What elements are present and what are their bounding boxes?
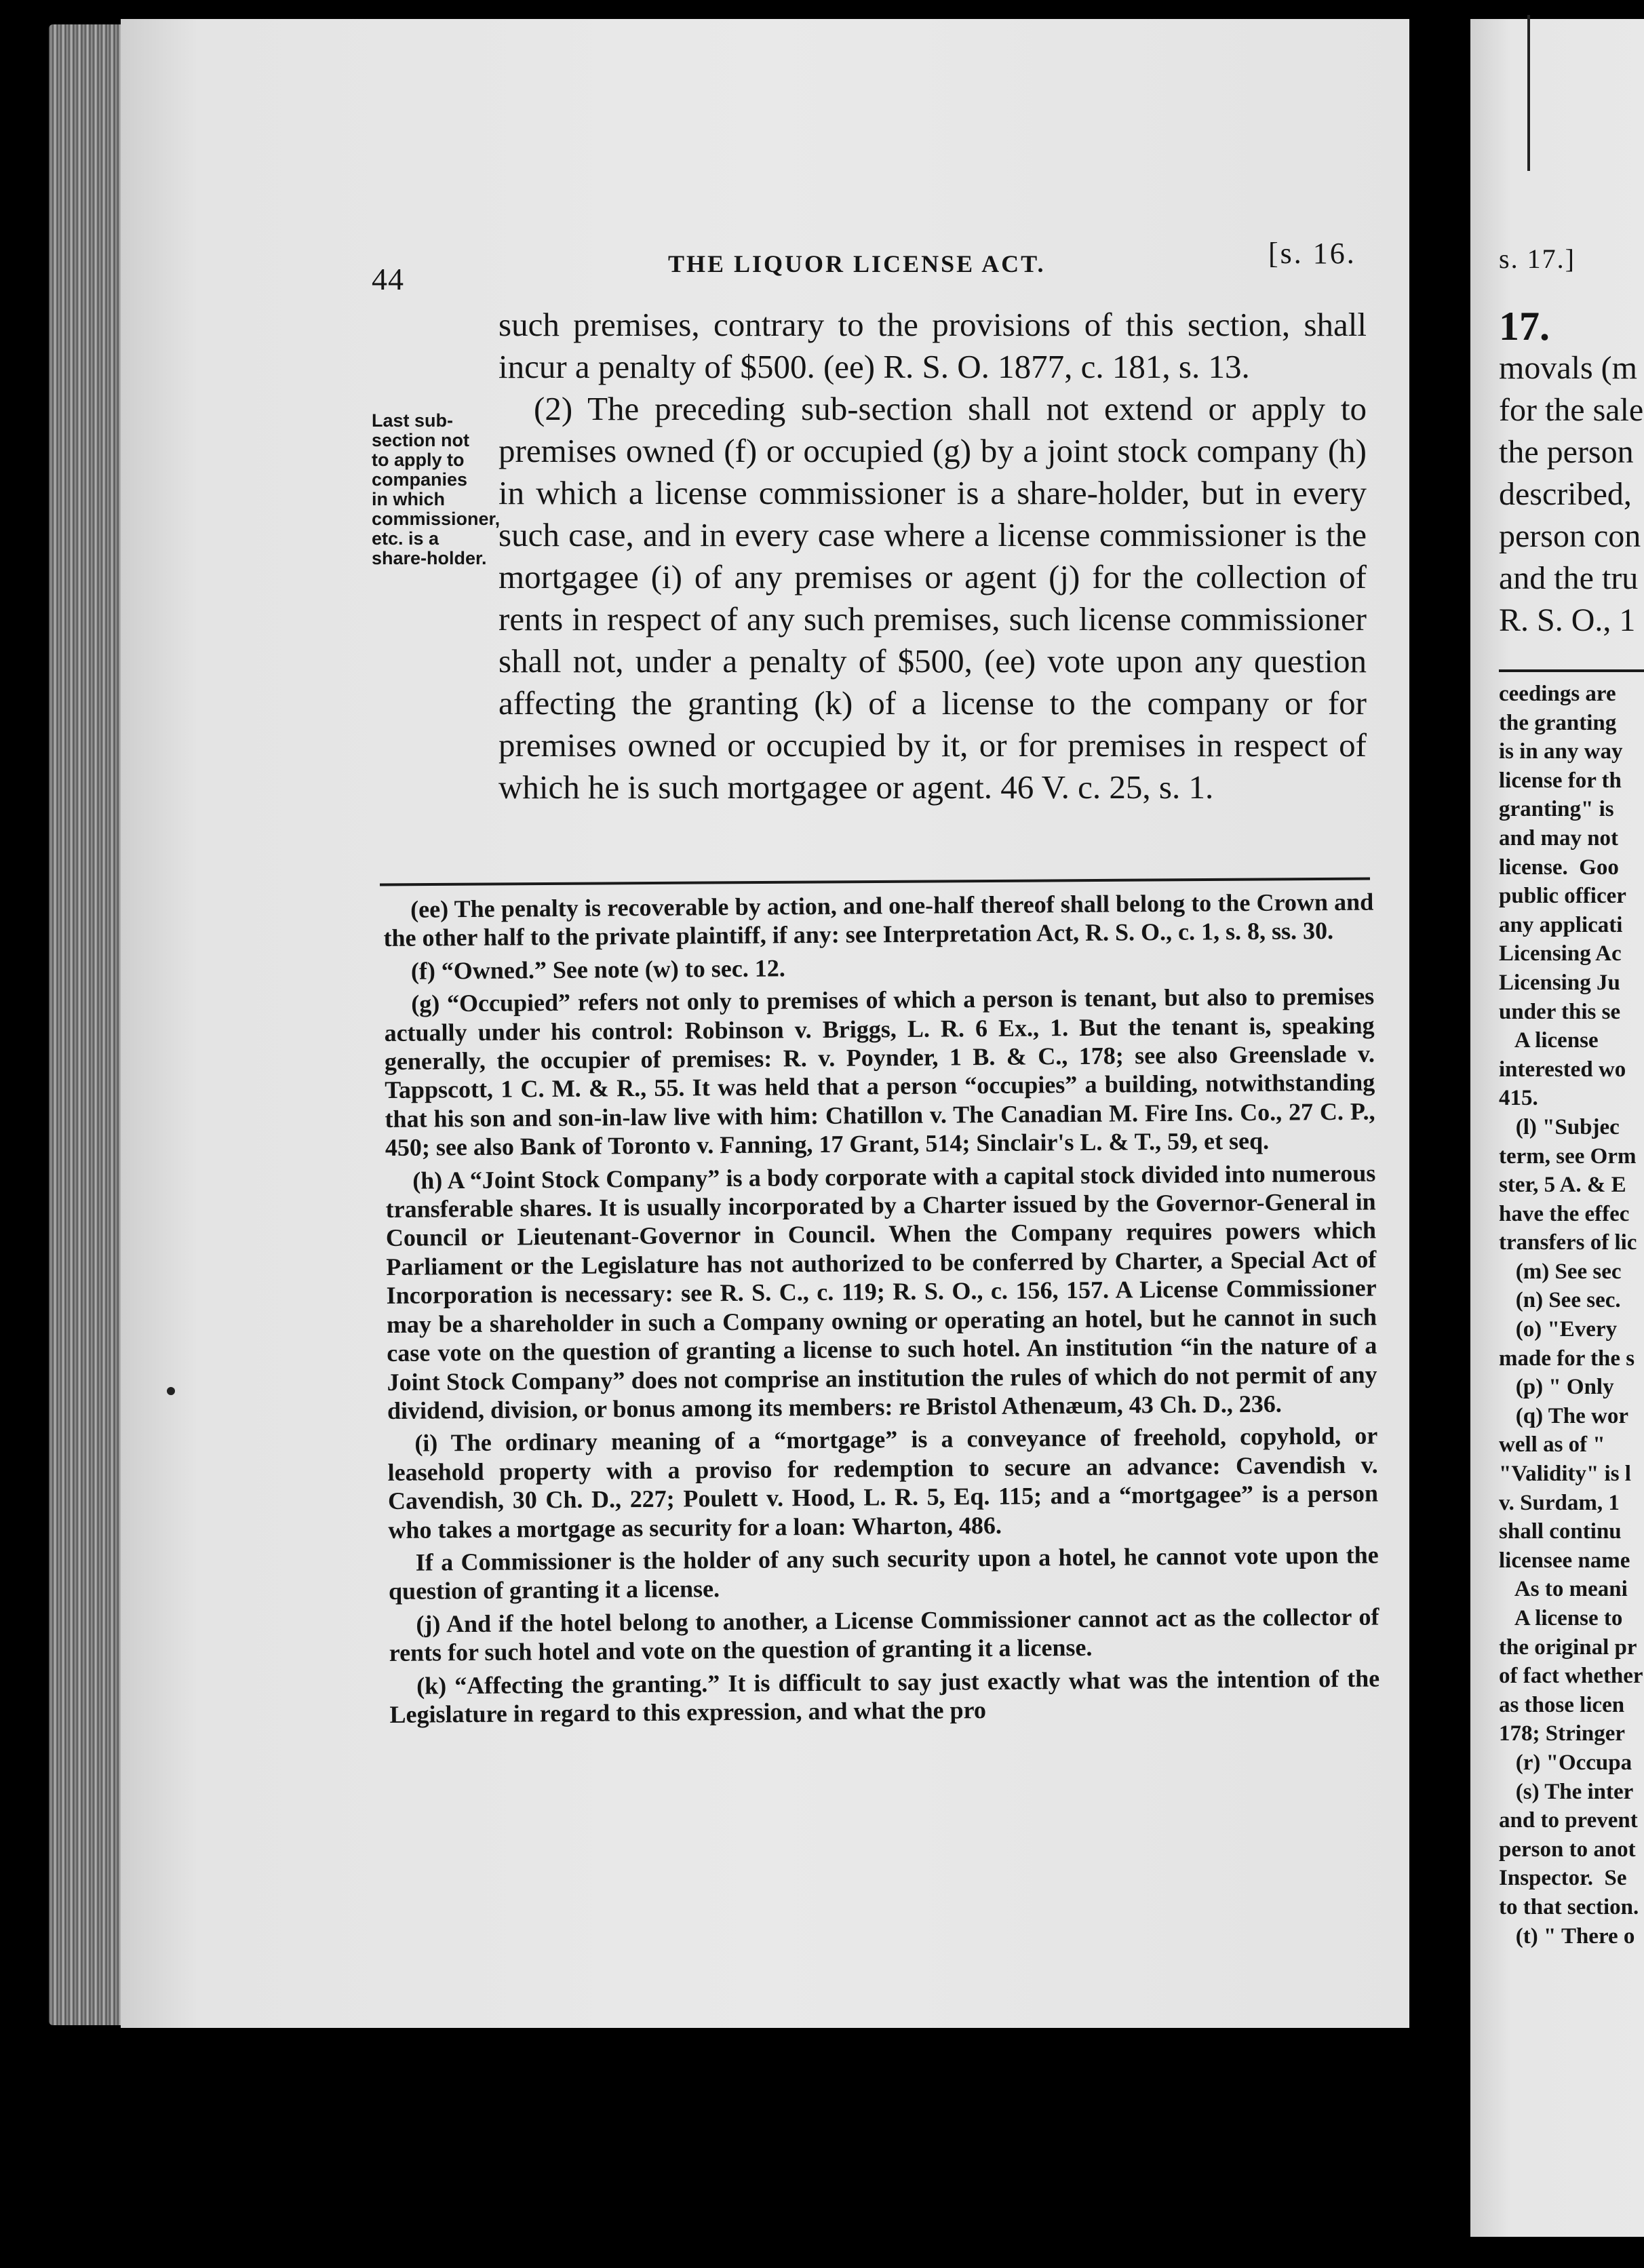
right-footnote-rule [1499,669,1644,672]
right-section-reference: s. 17.] [1499,243,1576,274]
right-body-line: the person [1499,434,1634,470]
right-note-line: well as of " [1499,1432,1605,1458]
right-note-line: granting" is [1499,797,1614,822]
right-note-line: (o) "Every [1499,1317,1618,1342]
right-note-line: 415. [1499,1086,1538,1111]
ink-speck [167,1387,175,1395]
right-note-line: public officer [1499,884,1626,909]
margin-note: Last sub-section not to apply to companies in which commissioner, etc. is a share-holder. [372,410,501,568]
note-ee: (ee) The penalty is recoverable by action, and one-half thereof shall belong to the Crown and the other half to the private plaintiff, if any: see Interpretation Act, R. S. O., c. 1, s. 8, ss. 30. [383,888,1374,952]
right-body-line: 17. [1499,304,1550,349]
right-statute-text [1499,305,1643,642]
right-note-line: person to anot [1499,1837,1636,1862]
right-note-line: (t) " There o [1499,1923,1635,1949]
right-note-line: is in any way [1499,739,1623,764]
right-note-line: license for th [1499,768,1622,793]
right-note-line: (r) "Occupa [1499,1750,1632,1775]
right-note-line: license. Goo [1499,855,1619,880]
right-note-line: Inspector. Se [1499,1866,1627,1891]
right-note-line: under this se [1499,999,1621,1024]
section-reference: [s. 16. [1268,237,1356,270]
right-note-line: (q) The wor [1499,1403,1628,1428]
right-note-line: ster, 5 A. & E [1499,1173,1626,1198]
right-note-line: shall continu [1499,1519,1622,1544]
right-note-line: to that section. [1499,1894,1639,1919]
page-number: 44 [372,262,404,296]
right-note-line: have the effec [1499,1201,1630,1226]
note-k: (k) “Affecting the granting.” It is difficult to say just exactly what was the intention of the Legislature in regard to this expression, and what the pro [389,1664,1380,1728]
right-note-line: term, see Orm [1499,1143,1637,1169]
right-note-line: A license [1499,1028,1599,1053]
running-title: THE LIQUOR LICENSE ACT. [668,250,1046,277]
right-note-line: as those licen [1499,1692,1625,1717]
right-note-line: interested wo [1499,1057,1626,1082]
statute-text [498,304,1367,808]
right-note-line: Licensing Ac [1499,941,1622,966]
right-body-line: described, [1499,476,1632,512]
right-note-line: v. Surdam, 1 [1499,1490,1620,1515]
statute-paragraph: (2) The preceding sub-section shall not extend or apply to premises owned (f) or occupied (g) by a joint stock company (h) in which a license commissioner is a share-holder, but in every such case, and in every case where a license commissioner is the mortgagee (i) of any premises or agent (j) for the collection of rents in respect of any such premises, such license commissioner shall not, under a penalty of $500, (ee) vote upon any question affecting the granting (k) of a license to the company or for premises owned or occupied by it, or for premises in respect of which he is such mortgagee or agent. 46 V. c. 25, s. 1. [498,390,1367,806]
note-i: (i) The ordinary meaning of a “mortgage” is a conveyance of freehold, copyhold, or leasehold property with a proviso for redemption to secure an advance: Cavendish v. Cavendish, 30 Ch. D., 227; Poulett v. Hood, L. R. 5, Eq. 115; and a “mortgagee” is a person who takes a mortgage as security for a loan: Wharton, 486. [387,1422,1379,1544]
note-h: (h) A “Joint Stock Company” is a body corporate with a capital stock divided into numerous transferable shares. It is usually incorporated by a Charter issued by the Governor-General in Council or Lieutenant-Governor in Council. When the Company requires powers which Parliament or the Legislature has not authorized to be conferred by Charter, a Special Act of Incorporation is necessary: see R. S. C., c. 119; R. S. O., c. 156, 157. A License Commissioner may be a shareholder in such a Company owning or operating an hotel, but he cannot in such case vote on the question of granting a license to such hotel. An institution “in the nature of a Joint Stock Company” does not comprise an institution the rules of which do not permit of any dividend, division, or bonus among its members: re Bristol Athenæum, 43 Ch. D., 236. [385,1159,1377,1424]
right-note-line: As to meani [1499,1577,1628,1602]
right-note-line: A license to [1499,1606,1623,1630]
right-note-line: transfers of lic [1499,1230,1637,1255]
right-note-line: (n) See sec. [1499,1288,1621,1313]
right-note-line: Licensing Ju [1499,970,1620,995]
right-note-line: (p) " Only [1499,1375,1614,1400]
note-g: (g) “Occupied” refers not only to premises of which a person is tenant, but also to premises actually under his control: Robinson v. Briggs, L. R. 6 Ex., 1. But the tenant is, speaking generally, the occupier of premises: R. v. Poynder, 1 B. & C., 178; see also Greenslade v. Tappscott, 1 C. M. & R., 55. It was held that a person “occupies” a building, notwithstanding that his son and son-in-law live with him: Chatillon v. The Canadian M. Fire Ins. Co., 27 C. P., 450; see also Bank of Toronto v. Fanning, 17 Grant, 514; Sinclair's L. & T., 59, et seq. [384,982,1375,1162]
right-note-line: the granting [1499,710,1617,735]
right-note-line: and may not [1499,825,1619,850]
right-notes [1499,680,1643,1951]
note-j: (j) And if the hotel belong to another, a License Commissioner cannot act as the collector of rents for such hotel and vote on the question of granting it a license. [389,1603,1379,1667]
note-f: (f) “Owned.” See note (w) to sec. 12. [410,954,785,985]
gutter-line [1527,15,1530,171]
annotation-notes [383,888,1380,1734]
right-note-line: any applicati [1499,912,1623,937]
right-body-line: movals (m [1499,350,1637,386]
right-note-line: ceedings are [1499,682,1616,706]
right-body-line: and the tru [1499,560,1639,596]
right-body-line: for the sale [1499,392,1644,428]
right-note-line: made for the s [1499,1346,1635,1371]
right-note-line: (s) The inter [1499,1779,1634,1804]
right-note-line: and to prevent [1499,1808,1638,1833]
right-body-line: person con [1499,518,1641,554]
right-note-line: "Validity" is l [1499,1462,1631,1487]
right-note-line: (l) "Subjec [1499,1114,1620,1139]
note-i-continued: If a Commissioner is the holder of any such security upon a hotel, he cannot vote upon the question of granting it a license. [388,1541,1379,1605]
statute-paragraph: such premises, contrary to the provisions of this section, shall incur a penalty of $500. (ee) R. S. O. 1877, c. 181, s. 13. [498,306,1367,385]
right-note-line: of fact whether [1499,1664,1643,1689]
right-note-line: (m) See sec [1499,1259,1622,1284]
right-note-line: the original pr [1499,1635,1637,1660]
right-body-line: R. S. O., 1 [1499,602,1636,638]
right-note-line: licensee name [1499,1548,1630,1573]
right-note-line: 178; Stringer [1499,1721,1626,1746]
